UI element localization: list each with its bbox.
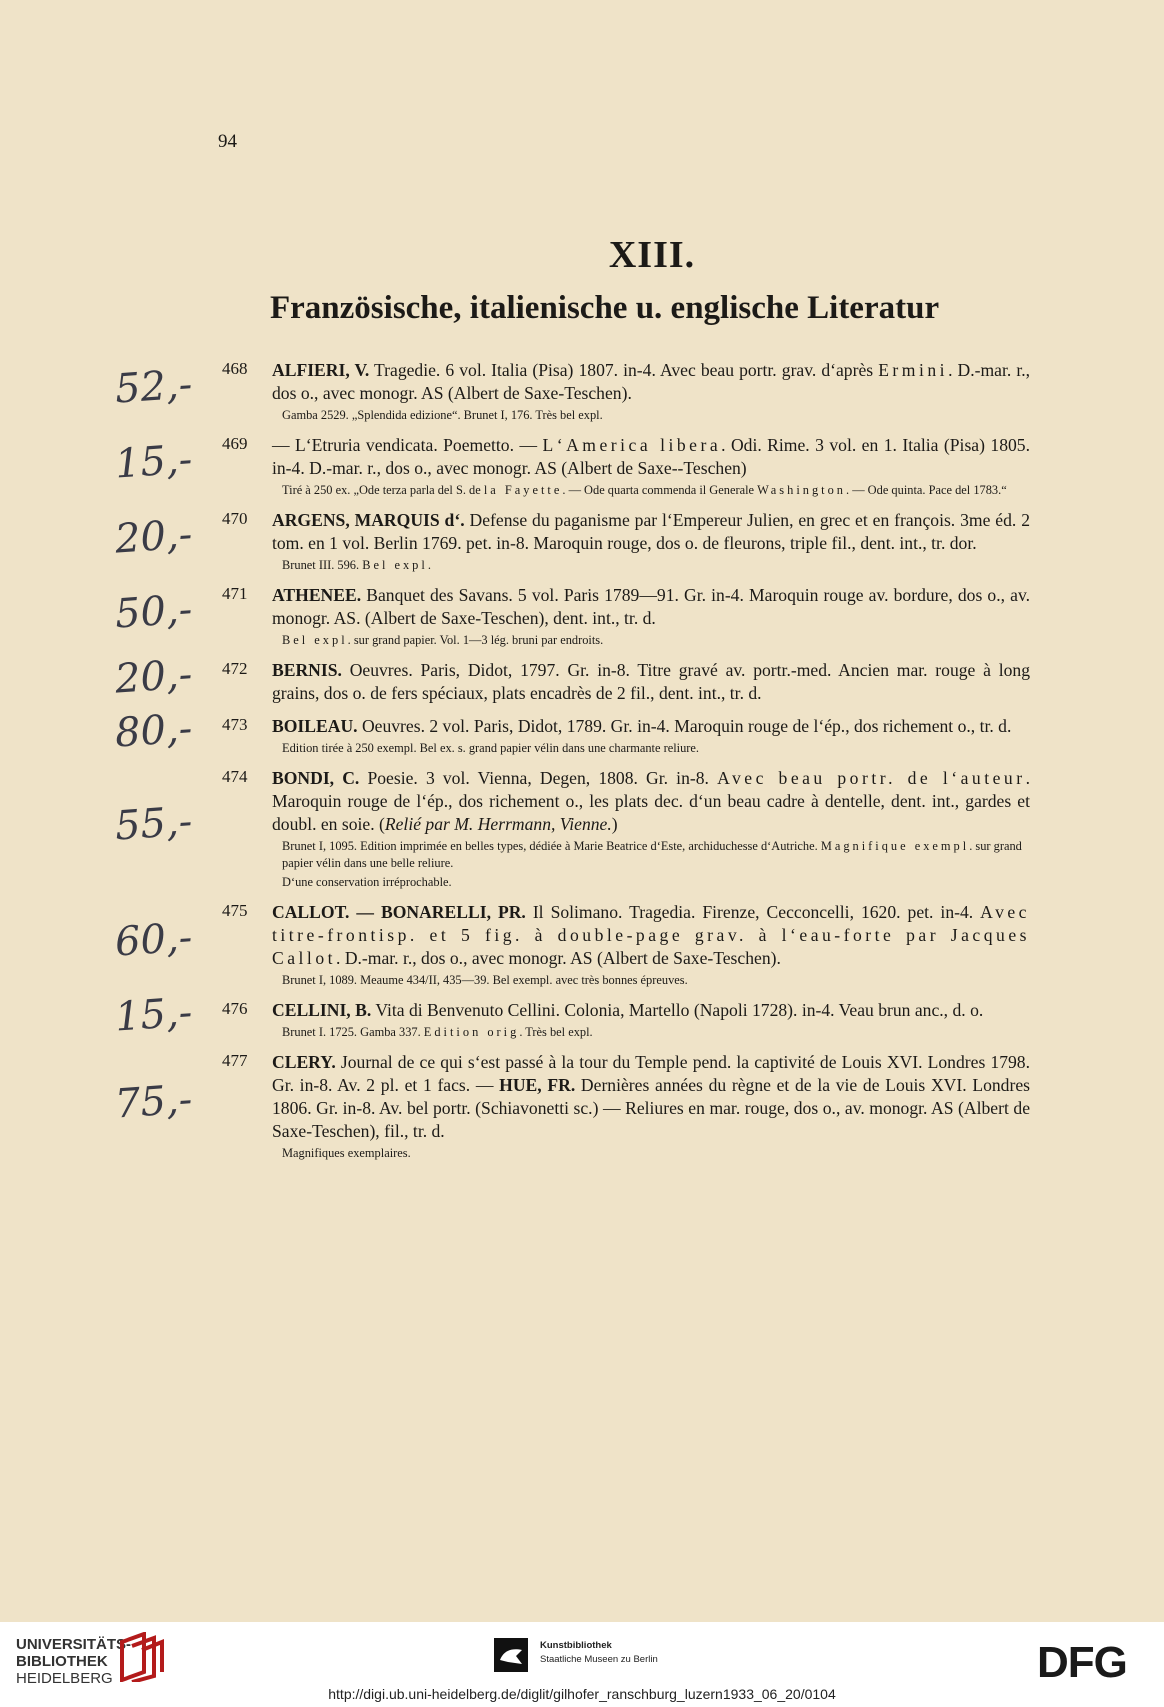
entry-text: Dernières années du règne et de la vie de Louis XVI. Londres 1806. Gr. in-8. Av. bel portr. (Schiavonetti sc.) — Reliures en mar. rouge, dos o., av. monogr. AS (Albert de Saxe-Teschen), fil., tr. d. <box>272 1075 1030 1141</box>
entry-text: Poesie. 3 vol. Vienna, Degen, 1808. Gr. in-8. <box>359 768 718 788</box>
section-title: Französische, italienische u. englische Literatur <box>270 290 940 326</box>
handwritten-price: 20,- <box>113 510 194 563</box>
entry-note-text: . <box>427 558 431 572</box>
entry-note <box>282 632 1030 649</box>
entry-author: HUE, FR. <box>499 1075 576 1095</box>
entry-number: 474 <box>222 767 248 786</box>
catalogue-entry <box>222 659 1030 705</box>
entry-note <box>282 407 1030 424</box>
entry-number: 471 <box>222 584 248 603</box>
footer-bar <box>0 1622 1164 1707</box>
entry-author: CLERY. <box>272 1052 336 1072</box>
entry-author: ALFIERI, V. <box>272 360 370 380</box>
entry-note-text: Brunet I. 1725. Gamba 337. <box>282 1025 424 1039</box>
catalogue-entries <box>222 359 1030 1172</box>
entry-note-text: . sur grand papier vélin dans une belle reliure. <box>282 839 1022 870</box>
entry-number: 470 <box>222 509 248 528</box>
entry-author: BONDI, C. <box>272 768 360 788</box>
entry-author: BERNIS. <box>272 660 342 680</box>
entry-author: CALLOT. — BONARELLI, PR. <box>272 902 526 922</box>
entry-author: CELLINI, B. <box>272 1000 372 1020</box>
entry-note <box>282 838 1030 872</box>
kb-logo-line: Kunstbibliothek <box>540 1640 612 1651</box>
entry-description <box>272 715 1030 738</box>
entry-text: Il Solimano. Tragedia. Firenze, Cecconcelli, 1620. pet. in-4. <box>525 902 981 922</box>
entry-number: 472 <box>222 659 248 678</box>
catalogue-entry <box>222 715 1030 757</box>
entry-note-text: Brunet I, 1089. Meaume 434/II, 435—39. Bel exempl. avec très bonnes épreuves. <box>282 973 688 987</box>
catalogue-entry <box>222 901 1030 989</box>
entry-author: ATHENEE. <box>272 585 362 605</box>
catalogue-entry <box>222 509 1030 574</box>
entry-description <box>272 767 1030 836</box>
ub-logo-line: UNIVERSITÄTS- <box>16 1636 132 1653</box>
entry-number: 473 <box>222 715 248 734</box>
handwritten-price: 75,- <box>113 1075 194 1128</box>
entry-note-text: Magnifiques exemplaires. <box>282 1146 411 1160</box>
handwritten-price: 15,- <box>113 989 194 1041</box>
entry-description <box>272 999 1030 1022</box>
ub-logo-line: HEIDELBERG <box>16 1670 113 1687</box>
entry-description <box>272 901 1030 970</box>
entry-text: Oeuvres. Paris, Didot, 1797. Gr. in-8. Titre gravé av. portr.-med. Ancien mar. rouge à long grains, dos o. de fers spéciaux, plats encadrès de 2 fil., dent. int., tr. d. <box>272 660 1030 703</box>
entry-note <box>282 972 1030 989</box>
handwritten-price: 20,- <box>113 651 194 703</box>
entry-text: Defense du paganisme par l‘Empereur Julien, en grec et en françois. 3me éd. 2 tom. en 1 vol. Berlin 1769. pet. in-8. Maroquin rouge, dos o. de fleurons, triple fil., dent. int., tr. dor. <box>272 510 1030 553</box>
entry-note-text: . — Ode quinta. Pace del 1783.“ <box>846 483 1007 497</box>
entry-note-text: la Fayette <box>483 483 563 497</box>
catalogue-entry <box>222 1051 1030 1162</box>
entry-note-text: . Très bel expl. <box>519 1025 593 1039</box>
entry-text: . D.-mar. r., dos o., avec monogr. AS (Albert de Saxe-Teschen). <box>336 948 781 968</box>
entry-description <box>272 434 1030 480</box>
source-url[interactable]: http://digi.ub.uni-heidelberg.de/diglit/gilhofer_ranschburg_luzern1933_06_20/0104 <box>328 1686 836 1702</box>
entry-text: Banquet des Savans. 5 vol. Paris 1789—91. Gr. in-4. Maroquin rouge av. bordure, dos o., av. monogr. AS. (Albert de Saxe-Teschen), dent. int., tr. d. <box>272 585 1030 628</box>
catalogue-entry <box>222 999 1030 1041</box>
entry-number: 477 <box>222 1051 248 1070</box>
entry-text: Journal de ce qui s‘est passé à la tour du Temple pend. la captivité de Louis XVI. Londres 1798. Gr. in-8. Av. 2 pl. et 1 facs. — <box>272 1052 1030 1095</box>
entry-text: L‘America libera <box>542 435 722 455</box>
entry-number: 468 <box>222 359 248 378</box>
entry-note-text: Gamba 2529. „Splendida edizione“. Brunet I, 176. Très bel expl. <box>282 408 603 422</box>
entry-note <box>282 740 1030 757</box>
entry-text: Relié par M. Herrmann, Vienne. <box>384 814 612 834</box>
handwritten-price: 80,- <box>113 705 194 757</box>
entry-description <box>272 509 1030 555</box>
entry-note <box>282 557 1030 574</box>
kunstbibliothek-eagle-icon <box>494 1638 528 1672</box>
entry-text: ) <box>611 814 618 834</box>
handwritten-price: 52,- <box>113 360 194 413</box>
kb-logo-line: Staatliche Museen zu Berlin <box>540 1654 658 1665</box>
kunstbibliothek-logo[interactable] <box>540 1639 658 1667</box>
ub-heidelberg-logo[interactable] <box>16 1636 131 1687</box>
entry-text: Oeuvres. 2 vol. Paris, Didot, 1789. Gr. in-4. Maroquin rouge de l‘ép., dos richement o., tr. d. <box>357 716 1012 736</box>
entry-author: BOILEAU. <box>272 716 358 736</box>
entry-note-text: Washington <box>757 483 846 497</box>
entry-note-text: Magnifique exempl <box>820 839 970 853</box>
entry-author: ARGENS, MARQUIS d‘. <box>272 510 465 530</box>
entry-note <box>282 1145 1030 1162</box>
entry-text: Vita di Benvenuto Cellini. Colonia, Martello (Napoli 1728). in-4. Veau brun anc., d. o. <box>371 1000 984 1020</box>
entry-text: — L‘Etruria vendicata. Poemetto. — <box>272 435 543 455</box>
entry-note-text: Tiré à 250 ex. „Ode terza parla del S. de <box>282 483 484 497</box>
entry-description <box>272 659 1030 705</box>
section-number: XIII. <box>608 234 696 276</box>
entry-description <box>272 584 1030 630</box>
dfg-logo[interactable]: DFG <box>1037 1638 1127 1687</box>
entry-text: . Odi. Rime. 3 vol. en 1. Italia (Pisa) 1805. in-4. D.-mar. r., dos o., avec monogr. AS (Albert de Saxe--Teschen) <box>272 435 1030 478</box>
entry-note <box>282 874 1030 891</box>
handwritten-price: 55,- <box>113 798 194 850</box>
catalogue-entry <box>222 584 1030 649</box>
entry-description <box>272 359 1030 405</box>
entry-note-text: Brunet III. 596. <box>282 558 363 572</box>
catalogue-entry <box>222 434 1030 499</box>
entry-text: Avec titre-frontisp. et 5 fig. à double-page grav. à l‘eau-forte par Jacques Callot <box>272 902 1030 968</box>
handwritten-price: 60,- <box>113 914 194 966</box>
handwritten-price: 15,- <box>113 435 194 488</box>
entry-text: . D.-mar. r., dos o., avec monogr. AS (Albert de Saxe-Teschen). <box>272 360 1031 403</box>
entry-text: Ermini <box>878 360 949 380</box>
entry-note-text: . sur grand papier. Vol. 1—3 lég. bruni par endroits. <box>347 633 604 647</box>
entry-note-text: Brunet I, 1095. Edition imprimée en belles types, dédiée à Marie Beatrice d‘Este, archiduchesse d‘Autriche. <box>282 839 821 853</box>
entry-text: Avec beau portr. de l‘auteur <box>717 768 1026 788</box>
handwritten-price: 50,- <box>113 585 194 638</box>
entry-text: . Maroquin rouge de l‘ép., dos richement o., les plats dec. d‘un beau cadre à dentelle, dent. int., gardes et doubl. en soie. ( <box>272 768 1030 834</box>
entry-note <box>282 482 1030 499</box>
entry-number: 476 <box>222 999 248 1018</box>
ub-emblem-icon <box>118 1632 164 1682</box>
entry-note-text: . — Ode quarta commenda il Generale <box>562 483 758 497</box>
catalogue-entry <box>222 767 1030 891</box>
entry-note-text: Edition tirée à 250 exempl. Bel ex. s. grand papier vélin dans une charmante reliure. <box>282 741 700 755</box>
entry-note-text: Bel expl <box>362 558 428 572</box>
entry-note-text: Bel expl <box>282 633 348 647</box>
entry-note-text: Edition orig <box>423 1025 520 1039</box>
entry-note-text: D‘une conservation irréprochable. <box>282 875 452 889</box>
catalogue-entry <box>222 359 1030 424</box>
entry-number: 469 <box>222 434 248 453</box>
ub-logo-line: BIBLIOTHEK <box>16 1653 108 1670</box>
entry-number: 475 <box>222 901 248 920</box>
entry-description <box>272 1051 1030 1143</box>
entry-note <box>282 1024 1030 1041</box>
page-number: 94 <box>218 131 237 152</box>
entry-text: Tragedie. 6 vol. Italia (Pisa) 1807. in-4. Avec beau portr. grav. d‘après <box>369 360 879 380</box>
